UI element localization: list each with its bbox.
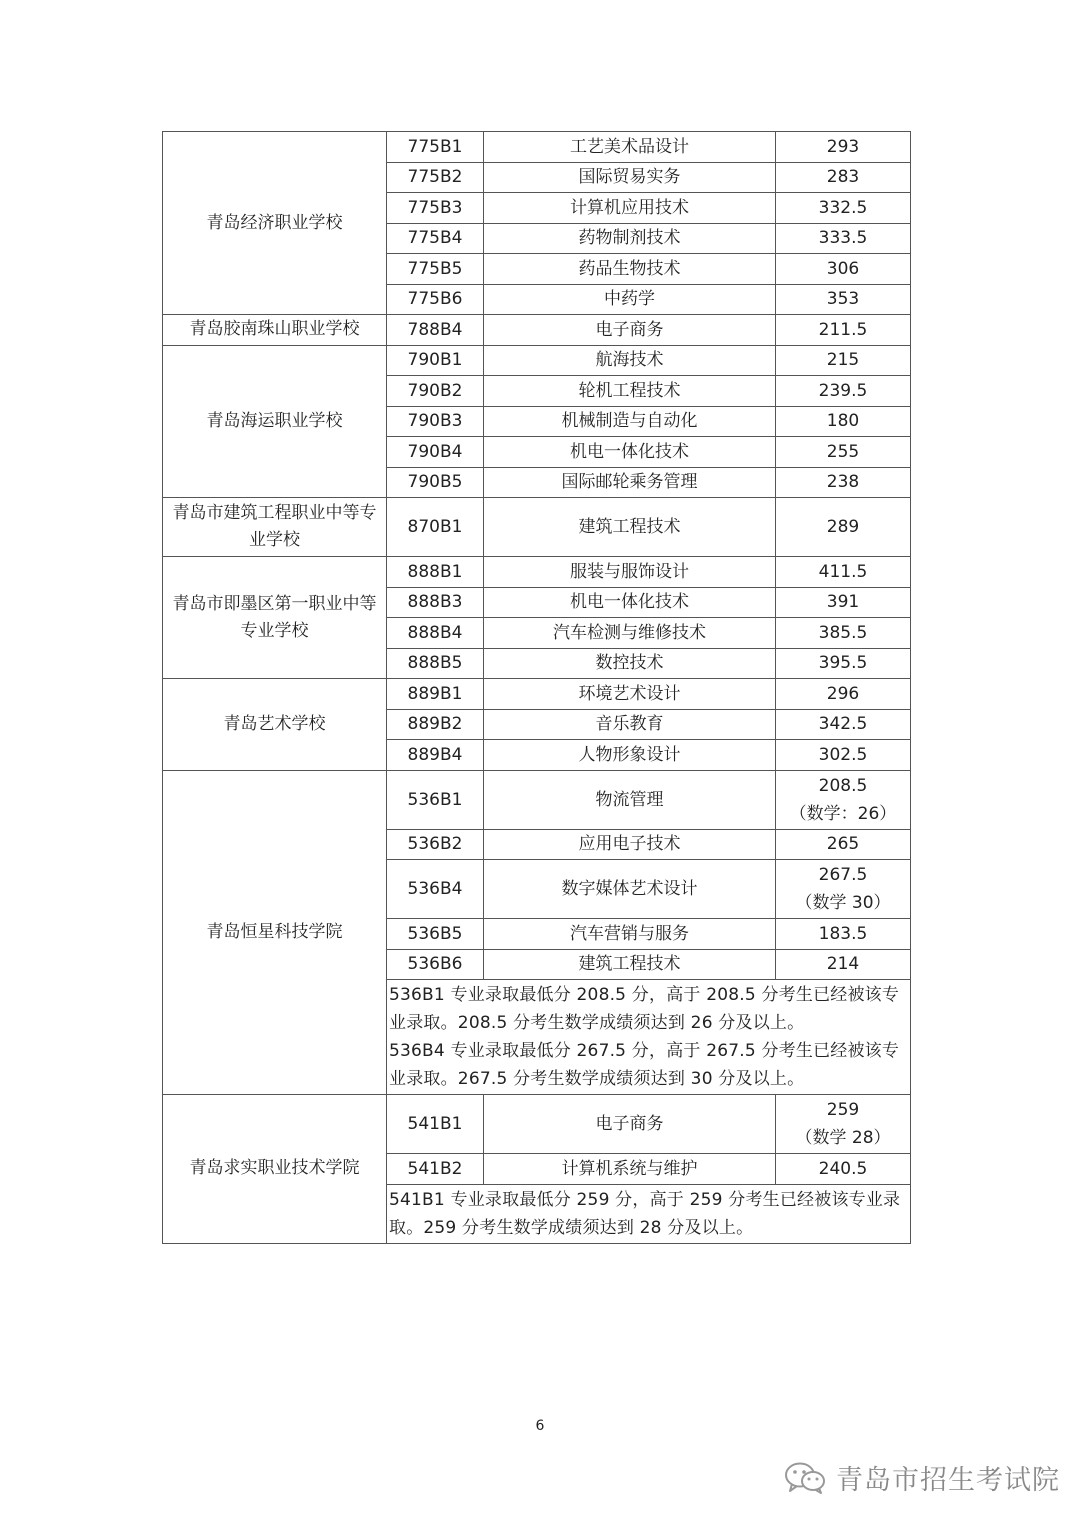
min-score-cell	[776, 162, 911, 193]
min-score-value: 302.5	[818, 744, 868, 765]
min-score-value: 332.5	[818, 197, 868, 218]
watermark	[784, 1458, 1060, 1497]
program-code-cell: 790B5	[387, 467, 484, 498]
min-score-cell	[776, 498, 911, 557]
school-name-cell: 青岛恒星科技学院	[163, 770, 387, 1095]
program-code-cell: 536B2	[387, 829, 484, 860]
min-score-cell	[776, 949, 911, 980]
program-code-cell: 790B1	[387, 345, 484, 376]
school-name-cell: 青岛市建筑工程职业中等专业学校	[163, 498, 387, 557]
program-code-cell: 775B1	[387, 132, 484, 163]
min-score-cell	[776, 467, 911, 498]
note-paragraph: 541B1 专业录取最低分 259 分，高于 259 分考生已经被该专业录取。259 分考生数学成绩须达到 28 分及以上。	[389, 1189, 901, 1238]
math-requirement: （数学 28）	[795, 1128, 891, 1148]
min-score-value: 306	[826, 258, 860, 279]
major-cell: 服装与服饰设计	[484, 557, 776, 588]
min-score-cell	[776, 709, 911, 740]
major-cell: 数字媒体艺术设计	[484, 860, 776, 919]
min-score-cell	[776, 132, 911, 163]
admission-note	[387, 1184, 911, 1243]
major-cell: 药品生物技术	[484, 254, 776, 285]
major-cell: 音乐教育	[484, 709, 776, 740]
min-score-value: 267.5	[818, 865, 868, 885]
min-score-cell	[776, 223, 911, 254]
major-cell: 汽车营销与服务	[484, 919, 776, 950]
major-cell: 国际贸易实务	[484, 162, 776, 193]
program-code-cell: 790B4	[387, 437, 484, 468]
major-cell: 汽车检测与维修技术	[484, 618, 776, 649]
program-code-cell: 790B2	[387, 376, 484, 407]
math-requirement: （数学 30）	[795, 893, 891, 913]
min-score-value: 353	[826, 289, 860, 310]
major-cell: 应用电子技术	[484, 829, 776, 860]
min-score-cell	[776, 1154, 911, 1185]
min-score-value: 289	[826, 517, 860, 537]
min-score-value: 183.5	[818, 923, 868, 944]
major-cell: 环境艺术设计	[484, 679, 776, 710]
min-score-cell	[776, 618, 911, 649]
min-score-value: 215	[826, 350, 860, 371]
school-name-cell: 青岛胶南珠山职业学校	[163, 315, 387, 346]
min-score-cell	[776, 679, 911, 710]
min-score-value: 214	[826, 954, 860, 975]
min-score-value: 333.5	[818, 228, 868, 249]
min-score-cell	[776, 587, 911, 618]
min-score-cell	[776, 860, 911, 919]
min-score-cell	[776, 284, 911, 315]
school-name-cell: 青岛求实职业技术学院	[163, 1095, 387, 1244]
program-code-cell: 775B3	[387, 193, 484, 224]
major-cell: 工艺美术品设计	[484, 132, 776, 163]
major-cell: 轮机工程技术	[484, 376, 776, 407]
min-score-value: 293	[826, 136, 860, 157]
min-score-value: 395.5	[818, 653, 868, 674]
min-score-cell	[776, 254, 911, 285]
page-number: 6	[535, 1418, 545, 1434]
min-score-cell	[776, 406, 911, 437]
admission-note	[387, 980, 911, 1095]
table-row	[163, 132, 911, 163]
major-cell: 航海技术	[484, 345, 776, 376]
program-code-cell: 775B4	[387, 223, 484, 254]
program-code-cell: 541B2	[387, 1154, 484, 1185]
min-score-cell	[776, 345, 911, 376]
math-requirement: （数学：26）	[789, 803, 897, 824]
major-cell: 物流管理	[484, 770, 776, 829]
min-score-cell	[776, 770, 911, 829]
min-score-value: 255	[826, 441, 860, 462]
program-code-cell: 775B2	[387, 162, 484, 193]
major-cell: 中药学	[484, 284, 776, 315]
min-score-cell	[776, 193, 911, 224]
min-score-value: 240.5	[818, 1158, 868, 1179]
table-row	[163, 770, 911, 829]
major-cell: 数控技术	[484, 648, 776, 679]
min-score-value: 265	[826, 834, 860, 855]
program-code-cell: 888B3	[387, 587, 484, 618]
min-score-cell	[776, 376, 911, 407]
school-name-cell: 青岛市即墨区第一职业中等专业学校	[163, 557, 387, 679]
major-cell: 计算机系统与维护	[484, 1154, 776, 1185]
min-score-cell	[776, 557, 911, 588]
major-cell: 机电一体化技术	[484, 587, 776, 618]
program-code-cell: 775B6	[387, 284, 484, 315]
program-code-cell: 888B1	[387, 557, 484, 588]
min-score-value: 385.5	[818, 622, 868, 643]
program-code-cell: 536B4	[387, 860, 484, 919]
major-cell: 建筑工程技术	[484, 949, 776, 980]
major-cell: 电子商务	[484, 315, 776, 346]
major-cell: 机电一体化技术	[484, 437, 776, 468]
table-row	[163, 345, 911, 376]
table-row	[163, 498, 911, 557]
table-row	[163, 1095, 911, 1154]
major-cell: 建筑工程技术	[484, 498, 776, 557]
school-name-cell: 青岛海运职业学校	[163, 345, 387, 498]
note-paragraph: 536B1 专业录取最低分 208.5 分，高于 208.5 分考生已经被该专业录取。208.5 分考生数学成绩须达到 26 分及以上。	[389, 985, 900, 1033]
program-code-cell: 870B1	[387, 498, 484, 557]
program-code-cell: 790B3	[387, 406, 484, 437]
major-cell: 药物制剂技术	[484, 223, 776, 254]
min-score-value: 283	[826, 167, 860, 188]
table-row	[163, 679, 911, 710]
major-cell: 机械制造与自动化	[484, 406, 776, 437]
major-cell: 国际邮轮乘务管理	[484, 467, 776, 498]
min-score-value: 211.5	[818, 319, 868, 340]
program-code-cell: 888B4	[387, 618, 484, 649]
min-score-value: 411.5	[818, 561, 868, 582]
program-code-cell: 889B4	[387, 740, 484, 771]
min-score-value: 391	[826, 592, 860, 613]
program-code-cell: 775B5	[387, 254, 484, 285]
school-name-cell: 青岛经济职业学校	[163, 132, 387, 315]
major-cell: 计算机应用技术	[484, 193, 776, 224]
school-name-cell: 青岛艺术学校	[163, 679, 387, 771]
min-score-value: 208.5	[818, 775, 868, 796]
program-code-cell: 889B1	[387, 679, 484, 710]
min-score-cell	[776, 315, 911, 346]
min-score-cell	[776, 740, 911, 771]
program-code-cell: 536B1	[387, 770, 484, 829]
major-cell: 人物形象设计	[484, 740, 776, 771]
watermark-text: 青岛市招生考试院	[836, 1465, 1060, 1496]
program-code-cell: 536B6	[387, 949, 484, 980]
min-score-value: 259	[826, 1100, 860, 1120]
min-score-cell	[776, 648, 911, 679]
program-code-cell: 888B5	[387, 648, 484, 679]
min-score-cell	[776, 1095, 911, 1154]
note-paragraph: 536B4 专业录取最低分 267.5 分，高于 267.5 分考生已经被该专业录取。267.5 分考生数学成绩须达到 30 分及以上。	[389, 1041, 900, 1089]
table-row	[163, 315, 911, 346]
wechat-icon	[784, 1460, 828, 1496]
min-score-value: 238	[826, 472, 860, 493]
min-score-value: 180	[826, 411, 860, 432]
program-code-cell: 541B1	[387, 1095, 484, 1154]
min-score-value: 239.5	[818, 380, 868, 401]
admission-scores-table	[162, 131, 911, 1244]
min-score-value: 342.5	[818, 714, 868, 735]
major-cell: 电子商务	[484, 1095, 776, 1154]
min-score-value: 296	[826, 683, 860, 704]
program-code-cell: 889B2	[387, 709, 484, 740]
program-code-cell: 788B4	[387, 315, 484, 346]
min-score-cell	[776, 829, 911, 860]
min-score-cell	[776, 437, 911, 468]
table-row	[163, 557, 911, 588]
min-score-cell	[776, 919, 911, 950]
program-code-cell: 536B5	[387, 919, 484, 950]
